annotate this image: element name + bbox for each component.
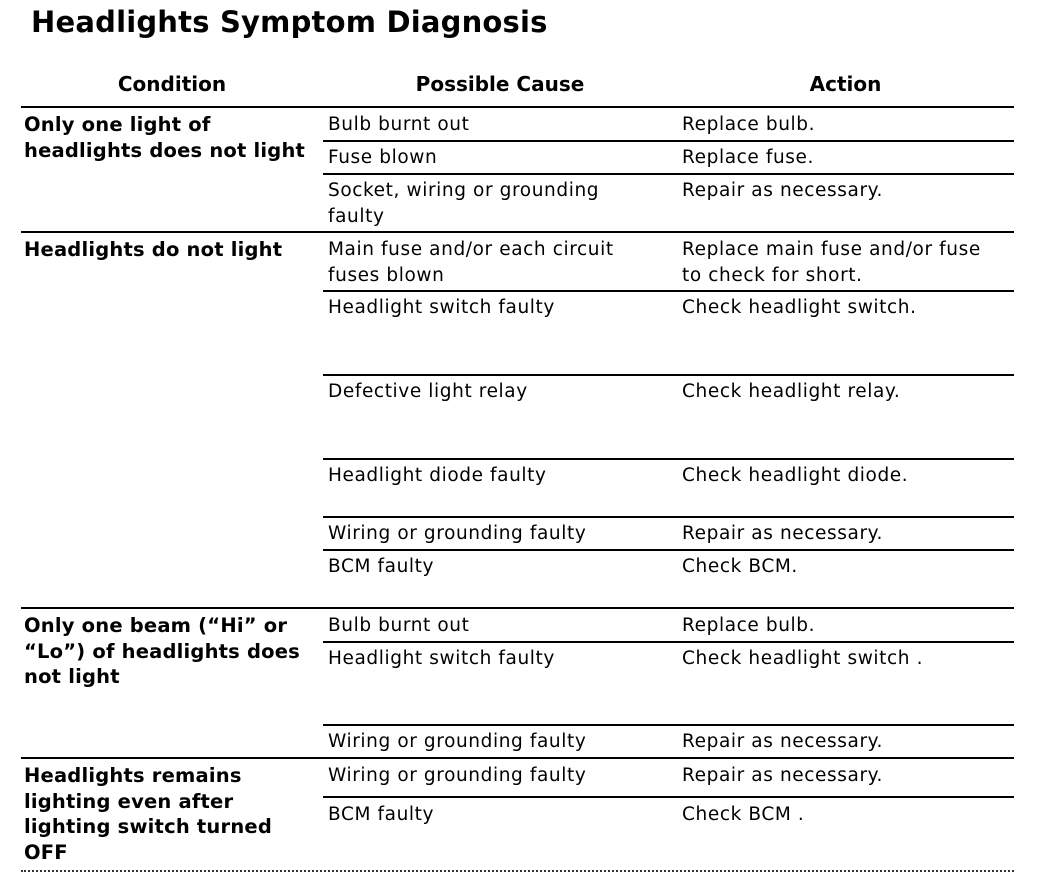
cause-cell: Defective light relay <box>328 381 528 402</box>
condition-cell: Only one beam (“Hi” or “Lo”) of headlights does not light <box>24 614 300 688</box>
cause-cell: Main fuse and/or each circuit fuses blown <box>328 239 614 286</box>
group-rule <box>21 607 1014 609</box>
row-rule <box>323 173 1014 175</box>
action-cell: Replace fuse. <box>682 147 814 168</box>
action-cell: Replace bulb. <box>682 615 816 636</box>
action-cell: Repair as necessary. <box>682 765 884 786</box>
header-rule <box>21 106 1014 108</box>
cause-cell: Headlight switch faulty <box>328 648 555 669</box>
action-cell: Check BCM . <box>682 804 805 825</box>
condition-cell: Headlights remains lighting even after lighting switch turned OFF <box>24 764 272 864</box>
action-cell: Replace bulb. <box>682 114 816 135</box>
action-cell: Check BCM. <box>682 556 798 577</box>
cause-cell: Wiring or grounding faulty <box>328 765 587 786</box>
group-rule <box>21 231 1014 233</box>
action-cell: Repair as necessary. <box>682 180 884 201</box>
cause-cell: BCM faulty <box>328 804 435 825</box>
row-rule <box>323 290 1014 292</box>
row-rule <box>323 458 1014 460</box>
condition-cell: Only one light of headlights does not light <box>24 113 306 162</box>
cause-cell: Wiring or grounding faulty <box>328 731 587 752</box>
condition-cell: Headlights do not light <box>24 238 283 261</box>
action-cell: Check headlight relay. <box>682 381 901 402</box>
group-rule <box>21 757 1014 759</box>
header-condition: Condition <box>117 72 227 96</box>
row-rule <box>323 796 1014 798</box>
row-rule <box>323 140 1014 142</box>
cause-cell: Fuse blown <box>328 147 438 168</box>
cause-cell: Headlight switch faulty <box>328 297 555 318</box>
page-title: Headlights Symptom Diagnosis <box>31 5 548 39</box>
cause-cell: Bulb burnt out <box>328 615 470 636</box>
action-cell: Check headlight switch . <box>682 648 924 669</box>
cause-cell: Bulb burnt out <box>328 114 470 135</box>
row-rule <box>323 549 1014 551</box>
action-cell: Repair as necessary. <box>682 523 884 544</box>
row-rule <box>323 724 1014 726</box>
action-cell: Check headlight diode. <box>682 465 909 486</box>
cause-cell: Socket, wiring or grounding faulty <box>328 180 600 227</box>
action-cell: Check headlight switch. <box>682 297 917 318</box>
row-rule <box>323 641 1014 643</box>
row-rule <box>323 374 1014 376</box>
action-cell: Replace main fuse and/or fuse to check for short. <box>682 239 981 286</box>
header-action: Action <box>809 72 882 96</box>
table-bottom-rule <box>21 870 1014 872</box>
action-cell: Repair as necessary. <box>682 731 884 752</box>
cause-cell: BCM faulty <box>328 556 435 577</box>
row-rule <box>323 516 1014 518</box>
cause-cell: Headlight diode faulty <box>328 465 547 486</box>
cause-cell: Wiring or grounding faulty <box>328 523 587 544</box>
header-cause: Possible Cause <box>415 72 585 96</box>
